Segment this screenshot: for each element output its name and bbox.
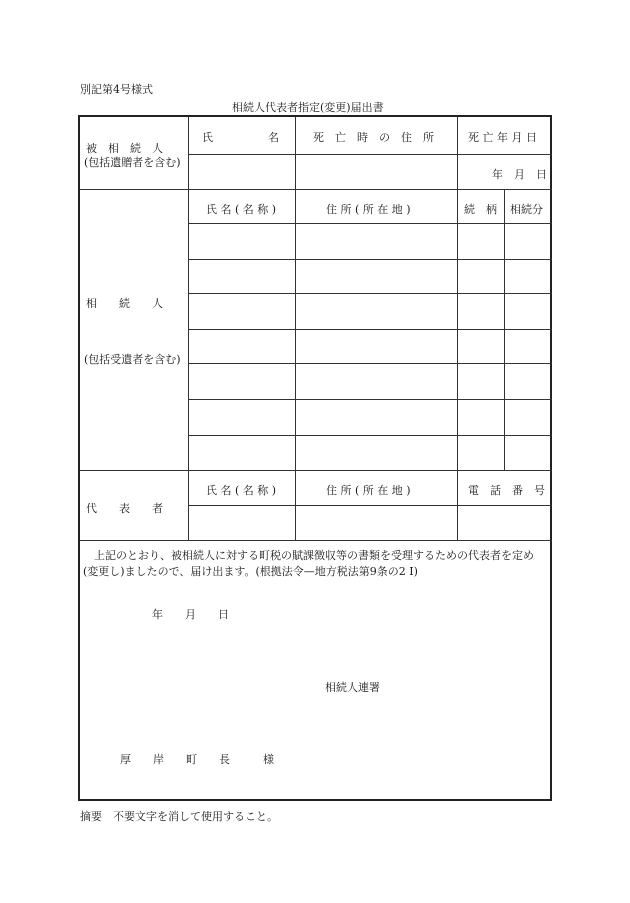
deceased-name-header: 氏 名 xyxy=(202,131,279,144)
heirs-relation-header: 続 柄 xyxy=(464,203,497,216)
deceased-label: 被 相 続 人 xyxy=(86,142,163,155)
representative-address-header: 住 所 ( 所 在 地 ) xyxy=(326,484,411,497)
representative-label: 代 表 者 xyxy=(86,502,163,515)
form-title: 相続人代表者指定(変更)届出書 xyxy=(232,101,384,114)
form-number: 別記第4号様式 xyxy=(80,83,153,96)
heirs-sublabel: (包括受遺者を含む) xyxy=(84,353,181,366)
statement-line-2: (変更し)ましたので、届け出ます。(根拠法令—地方税法第9条の2 I) xyxy=(83,565,418,578)
heirs-address-header: 住 所 ( 所 在 地 ) xyxy=(326,203,411,216)
footer-note: 摘要 不要文字を消して使用すること。 xyxy=(80,810,278,823)
signature-label: 相続人連署 xyxy=(325,681,380,694)
heirs-label: 相 続 人 xyxy=(86,297,163,310)
deceased-sublabel: (包括遺贈者を含む) xyxy=(84,156,181,169)
statement-line-1: 上記のとおり、被相続人に対する町税の賦課徴収等の書類を受理するための代表者を定め xyxy=(94,549,534,562)
heirs-name-header: 氏 名 ( 名 称 ) xyxy=(206,203,277,216)
heirs-share-header: 相続分 xyxy=(510,203,543,216)
deceased-address-header: 死 亡 時 の 住 所 xyxy=(313,131,434,144)
submission-date: 年 月 日 xyxy=(152,608,229,621)
representative-phone-header: 電 話 番 号 xyxy=(468,484,545,497)
representative-name-header: 氏 名 ( 名 称 ) xyxy=(206,484,277,497)
deceased-date-header: 死 亡 年 月 日 xyxy=(468,131,537,144)
addressee: 厚 岸 町 長 様 xyxy=(120,753,274,766)
notification-form xyxy=(78,115,552,801)
deceased-date-value: 年 月 日 xyxy=(492,168,547,181)
